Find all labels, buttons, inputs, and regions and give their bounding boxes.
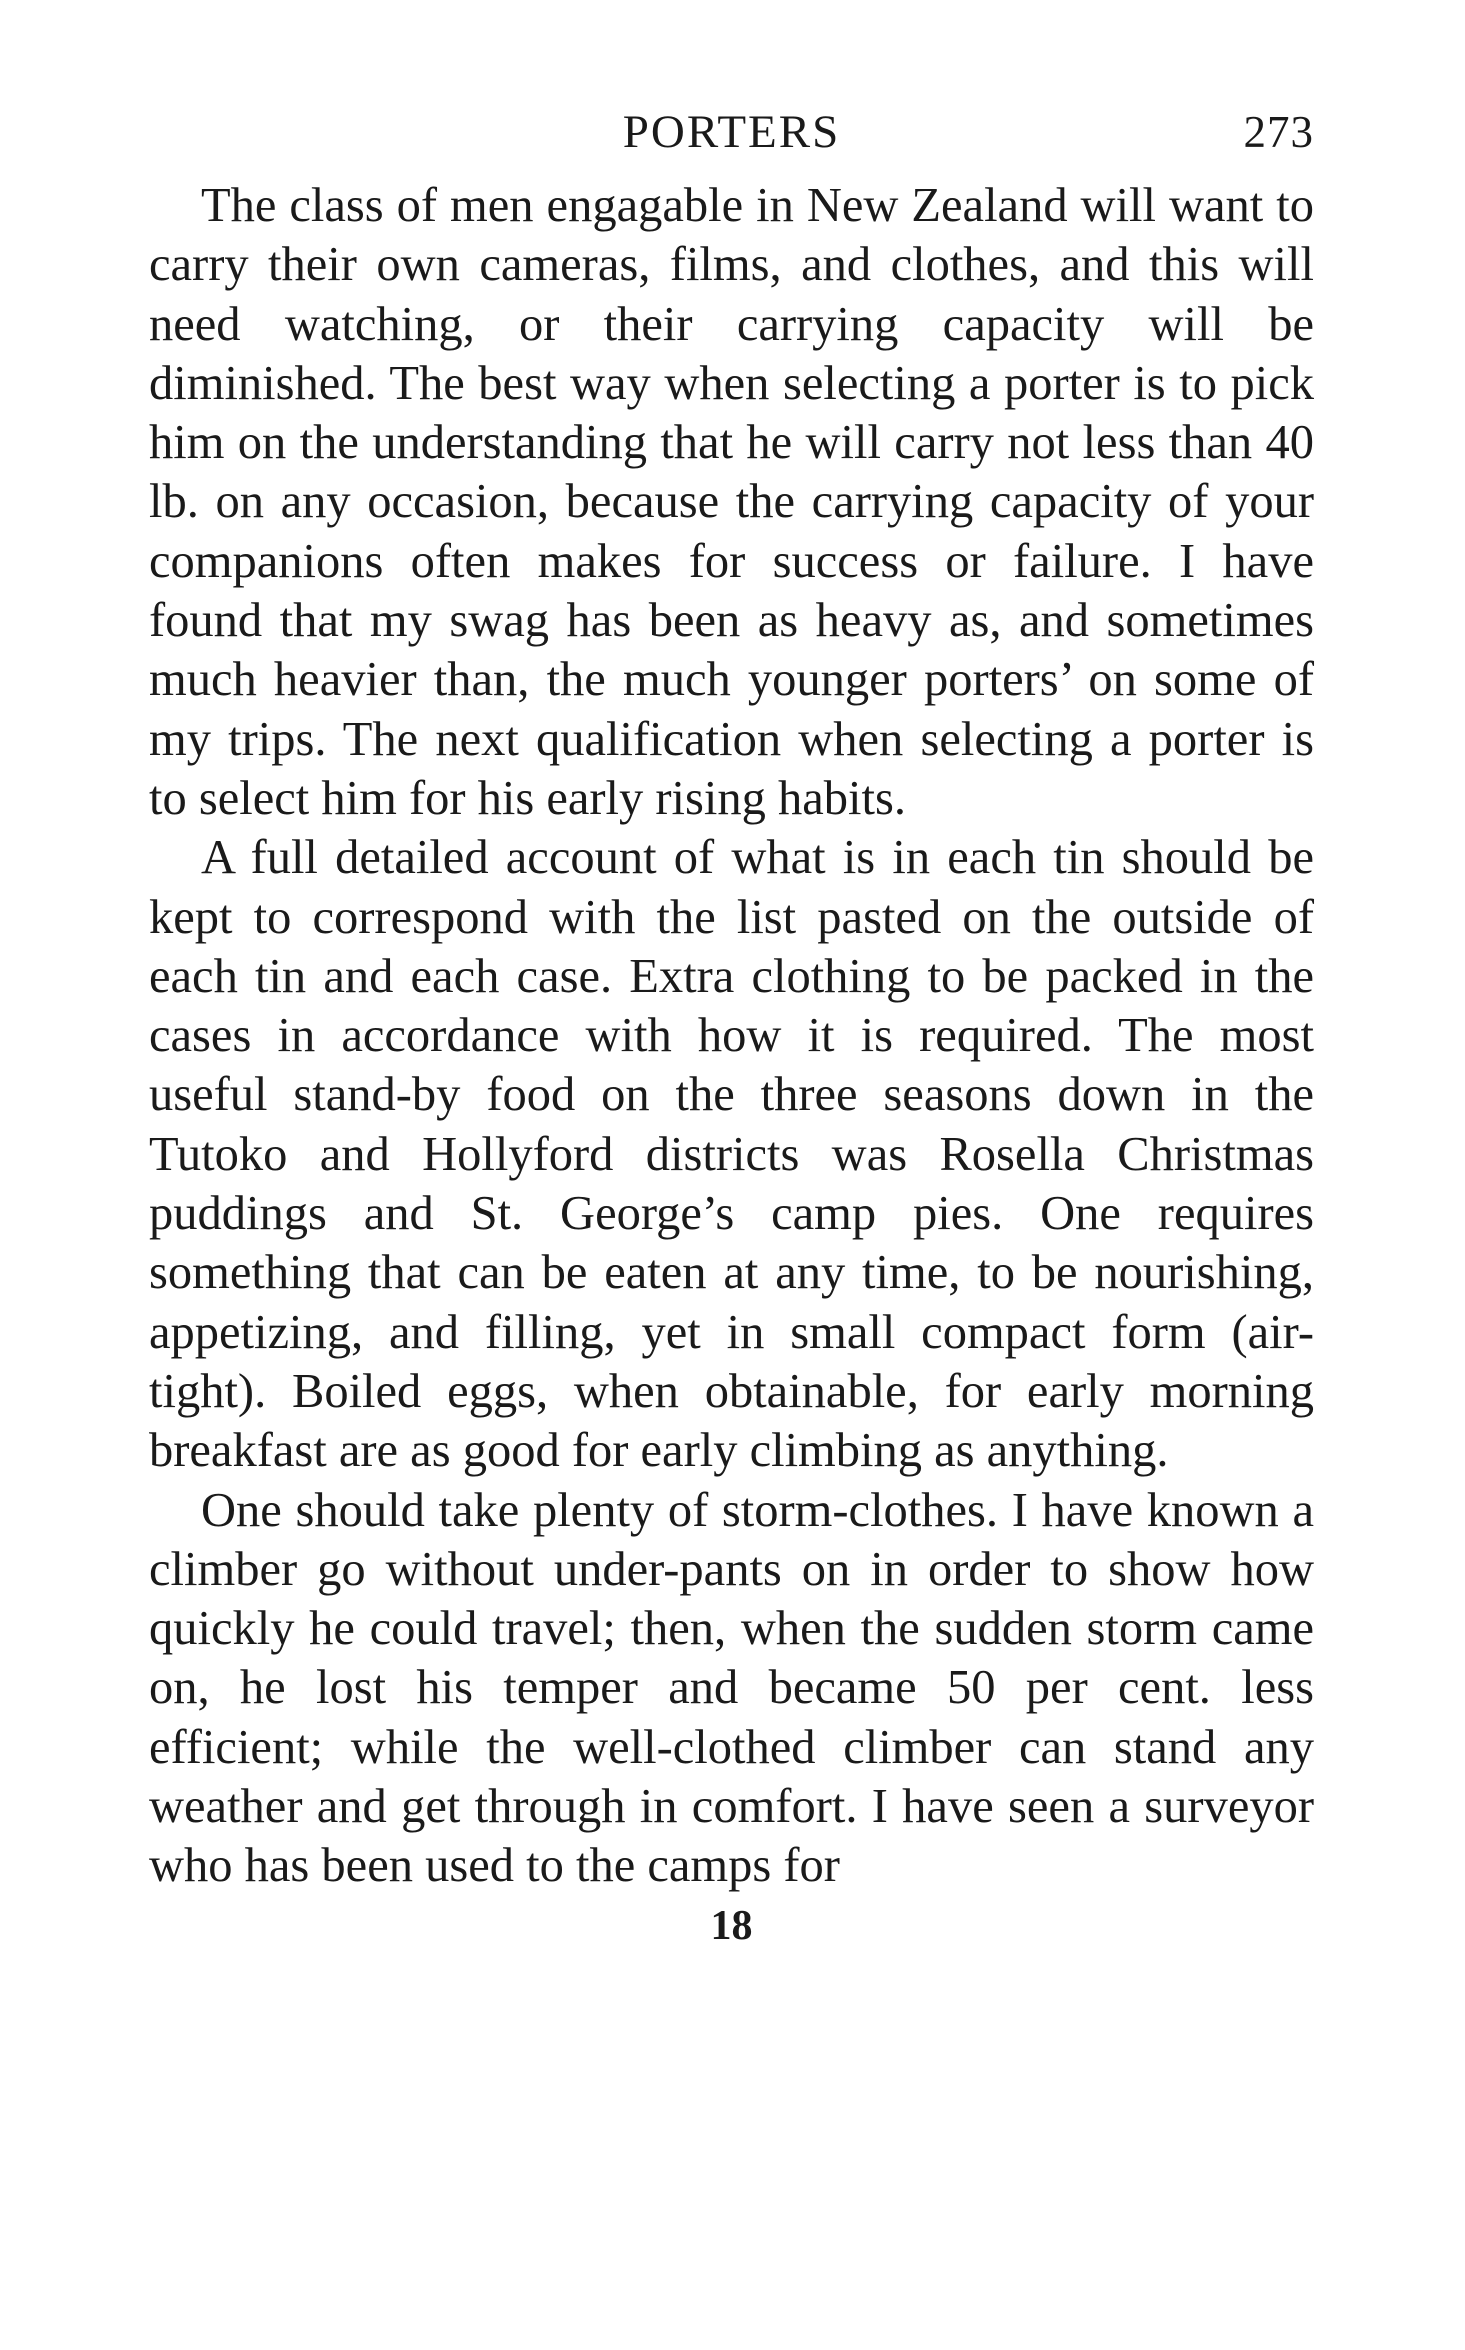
running-title: PORTERS: [622, 106, 841, 158]
paragraph-porters: The class of men engagable in New Zealand will want to carry their own cameras, films, and clothes, and this will need watching, or their carrying capacity will be diminished. The best way when selecting a porter is to pick him on the understanding that he will carry not less than 40 lb. on any occasion, because the carrying capacity of your companions often makes for success or failure. I have found that my swag has been as heavy as, and sometimes much heavier than, the much younger porters’ on some of my trips. The next qualification when selecting a porter is to select him for his early rising habits.: [149, 179, 1314, 825]
paragraph-storm-clothes: One should take plenty of storm-clothes. I have known a climber go without under-pants on in order to show how quickly he could travel; then, when the sudden storm came on, he lost his temper and became 50 per cent. less efficient; while the well-clothed climber can stand any weather and get through in comfort. I have seen a surveyor who has been used to the camps for: [149, 1483, 1314, 1893]
paragraph-provisions: A full detailed account of what is in each tin should be kept to correspond with the list pasted on the outside of each tin and each case. Extra clothing to be packed in the cases in accordance with how it is required. The most useful stand-by food on the three seasons down in the Tutoko and Hollyford districts was Rosella Christmas puddings and St. George’s camp pies. One requires something that can be eaten at any time, to be nourishing, appetizing, and filling, yet in small compact form (air-tight). Boiled eggs, when obtainable, for early morning breakfast are as good for early climbing as anything.: [149, 831, 1314, 1478]
signature-mark: 18: [710, 1902, 753, 1949]
running-head: [149, 104, 1314, 176]
book-page: [149, 104, 1314, 1952]
page-number: 273: [1243, 107, 1314, 157]
